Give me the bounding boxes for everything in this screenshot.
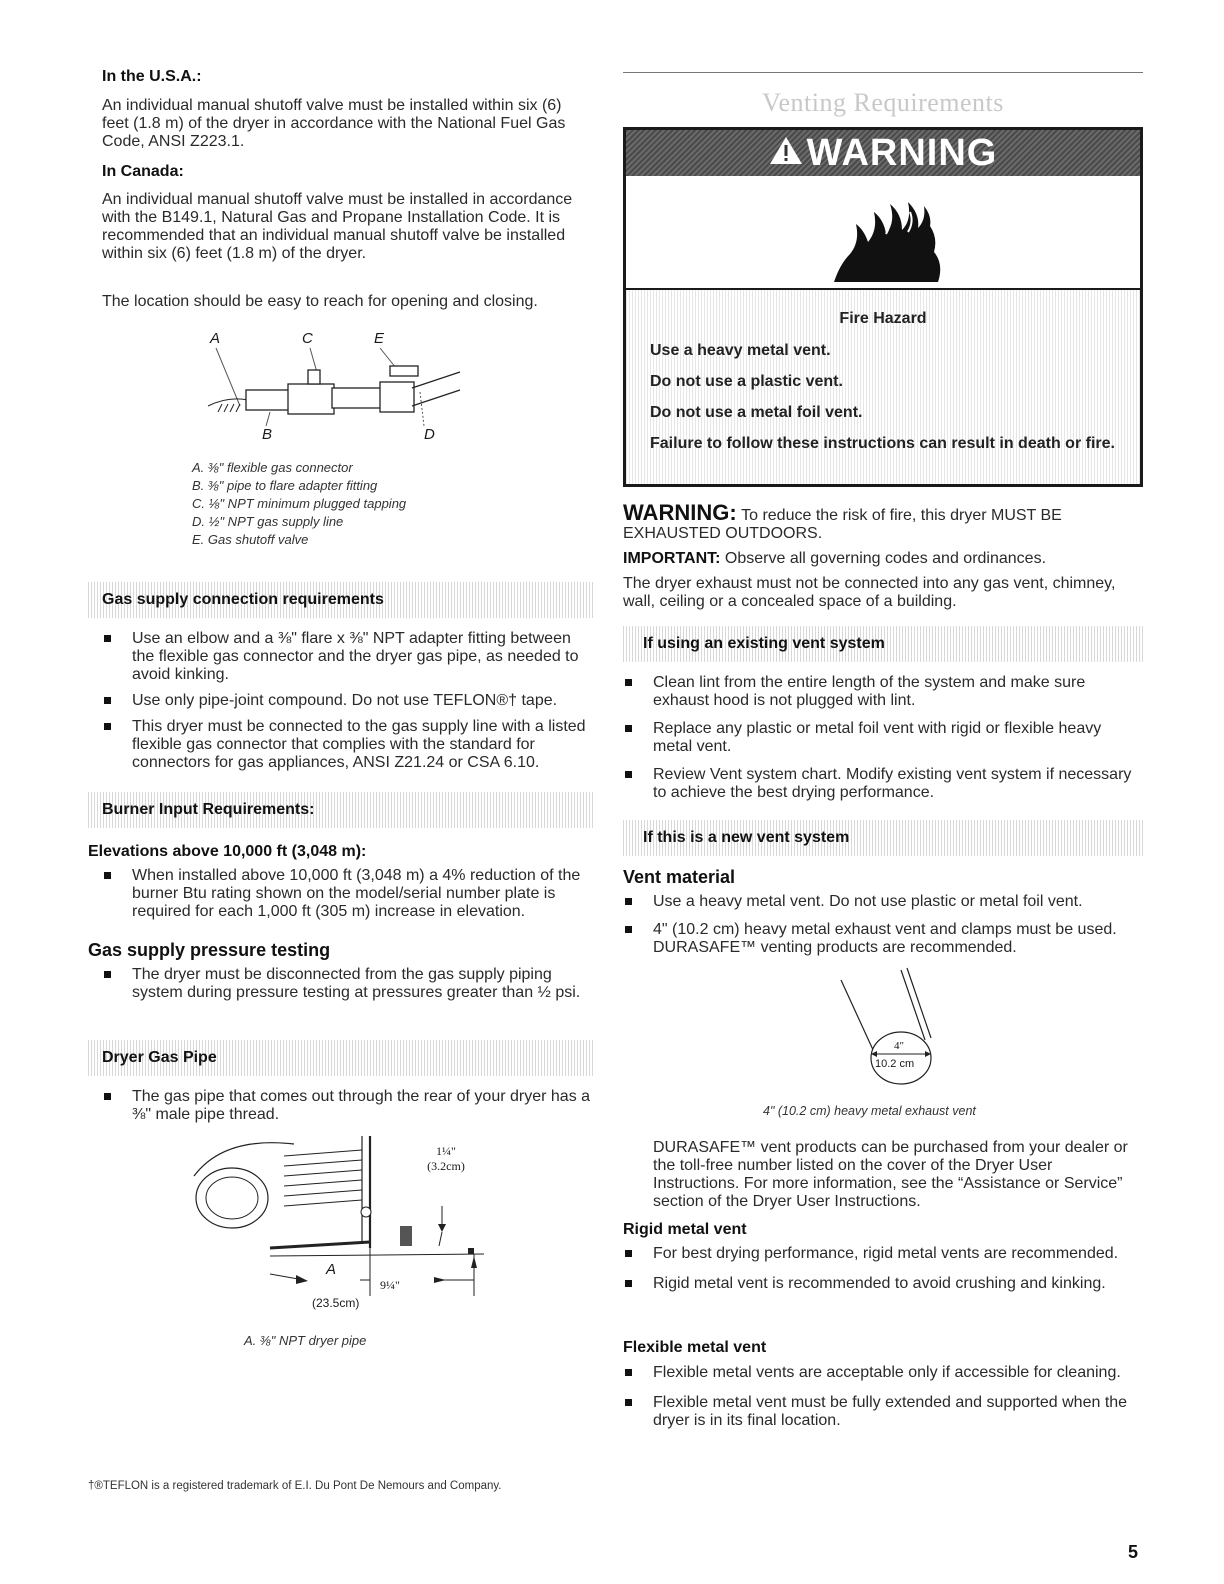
pressure-heading: Gas supply pressure testing [88,940,331,960]
burner-band [88,792,593,828]
important-label: IMPORTANT: [623,550,721,567]
bullet-icon [104,872,111,879]
dim-horizontal-metric: (23.5cm) [312,1296,360,1310]
usa-text: An individual manual shutoff valve must be installed within six (6) feet (1.8 m) of the dryer in accordance with the National Fuel Gas Code, ANSI Z223.1. [102,97,566,150]
dim-vertical: 1¼" (3.2cm) [427,1144,465,1173]
vent-material-heading: Vent material [623,867,736,887]
warning-line: Failure to follow these instructions can result in death or fire. [650,435,1115,452]
gas-supply-title: Gas supply connection requirements [102,591,384,608]
bullet-icon [104,1093,111,1100]
valve-legend-item: E. Gas shutoff valve [192,532,309,547]
bullet-icon [625,1280,632,1287]
valve-label-b: B [262,426,273,443]
valve-label-c: C [302,330,313,347]
dryer-pipe-caption: A. ⅜" NPT dryer pipe [244,1333,367,1348]
bullet-icon [104,971,111,978]
bullet-icon [625,898,632,905]
fire-icon-area [626,176,1140,288]
warning-divider [626,288,1140,290]
new-vent-title: If this is a new vent system [643,829,850,846]
list-item: This dryer must be connected to the gas supply line with a listed flexible gas connector that complies with the standard for connectors for gas appliances, ANSI Z21.24 or CSA 6.10. [102,718,594,772]
list-item: The dryer must be disconnected from the gas supply piping system during pressure testing at pressures greater than ½ psi. [102,966,594,1002]
gas-supply-band [88,582,593,618]
gas-valve-diagram [188,326,478,446]
flexible-heading: Flexible metal vent [623,1339,767,1356]
valve-legend-item: B. ⅜" pipe to flare adapter fitting [192,478,378,493]
dim-horizontal: 9¼" [380,1278,400,1292]
list-item: Use only pipe-joint compound. Do not use TEFLON®† tape. [102,692,594,710]
vent-caption: 4" (10.2 cm) heavy metal exhaust vent [763,1104,976,1118]
fire-hazard: Fire Hazard [839,310,927,327]
section-title: Venting Requirements [762,88,1004,117]
durasafe-text: DURASAFE™ vent products can be purchased from your dealer or the toll-free number listed on the cover of the Dryer User Instructions. For more information, see the “Assistance or Service” section of the Dryer User Instructions. [653,1139,1128,1210]
warning-text: To reduce the risk of fire, this dryer MUST BE EXHAUSTED OUTDOORS. [623,507,1062,542]
warning-banner [626,130,1140,176]
list-item: Review Vent system chart. Modify existing vent system if necessary to achieve the best drying performance. [623,766,1138,802]
bullet-icon [625,926,632,933]
bullet-icon [104,635,111,642]
elevation-list [102,867,594,921]
existing-vent-title: If using an existing vent system [643,635,885,652]
footnote: †®TEFLON is a registered trademark of E.I. Du Pont De Nemours and Company. [88,1480,502,1492]
important-statement [623,550,1143,568]
existing-vent-band [623,626,1143,662]
existing-vent-list [623,674,1138,802]
list-item: Flexible metal vent must be fully extended and supported when the dryer is in its final location. [623,1394,1138,1430]
valve-legend-item: A. ⅜" flexible gas connector [192,460,353,475]
warning-label: WARNING: [623,500,737,525]
dryer-pipe-diagram [184,1136,494,1316]
rigid-heading: Rigid metal vent [623,1221,747,1238]
vent-size: 4" [894,1040,904,1052]
exhaust-text: The dryer exhaust must not be connected into any gas vent, chimney, wall, ceiling or a concealed space of a building. [623,575,1116,610]
flexible-list [623,1364,1138,1430]
warning-statement [623,500,1143,543]
important-text: Observe all governing codes and ordinances. [724,550,1047,567]
vent-diagram [839,966,949,1086]
canada-text: An individual manual shutoff valve must be installed in accordance with the B149.1, Natural Gas and Propane Installation Code. It is recommended that an individual manual shutoff valve be installed within six (6) feet (1.8 m) of the dryer. [102,191,573,262]
list-item: For best drying performance, rigid metal vents are recommended. [623,1245,1138,1263]
list-item: Use an elbow and a ⅜" flare x ⅜" NPT adapter fitting between the flexible gas connector and the dryer gas pipe, as needed to avoid kinking. [102,630,594,684]
warning-lines [650,341,1120,454]
list-item: Replace any plastic or metal foil vent with rigid or flexible heavy metal vent. [623,720,1138,756]
bullet-icon [625,771,632,778]
valve-legend [192,459,512,549]
top-rule [623,72,1143,73]
bullet-icon [625,1399,632,1406]
list-item: When installed above 10,000 ft (3,048 m) a 4% reduction of the burner Btu rating shown on the model/serial number plate is required for each 1,000 ft (305 m) increase in elevation. [102,867,594,921]
list-item: Use a heavy metal vent. Do not use plastic or metal foil vent. [623,893,1138,911]
bullet-icon [625,1250,632,1257]
usa-heading: In the U.S.A.: [102,68,202,85]
dryer-pipe-band [88,1040,593,1076]
warning-triangle-icon [769,132,803,162]
bullet-icon [625,1369,632,1376]
gas-supply-list [102,630,594,772]
dryer-pipe-list [102,1088,594,1124]
warning-line: Do not use a metal foil vent. [650,404,863,421]
pipe-label-a: A [326,1261,337,1278]
valve-label-a: A [210,330,221,347]
rigid-list [623,1245,1138,1293]
warning-line: Do not use a plastic vent. [650,373,843,390]
list-item: The gas pipe that comes out through the rear of your dryer has a ⅜" male pipe thread. [102,1088,594,1124]
list-item: Rigid metal vent is recommended to avoid crushing and kinking. [623,1275,1138,1293]
list-item: Clean lint from the entire length of the system and make sure exhaust hood is not plugged with lint. [623,674,1138,710]
elevation-heading: Elevations above 10,000 ft (3,048 m): [88,843,367,860]
list-item: 4" (10.2 cm) heavy metal exhaust vent and clamps must be used. DURASAFE™ venting products are recommended. [623,921,1138,957]
bullet-icon [104,697,111,704]
valve-label-e: E [374,330,385,347]
warning-banner-row [626,132,1140,175]
bullet-icon [625,725,632,732]
vent-size-metric: 10.2 cm [875,1058,915,1070]
new-vent-band [623,820,1143,856]
valve-label-d: D [424,426,435,443]
warning-banner-text: WARNING [806,132,998,174]
location-text: The location should be easy to reach for opening and closing. [102,293,538,310]
warning-box [623,127,1143,487]
bullet-icon [104,723,111,730]
fire-icon [826,194,946,284]
vent-material-list [623,893,1138,957]
warning-line: Use a heavy metal vent. [650,342,831,359]
burner-title: Burner Input Requirements: [102,801,315,818]
valve-legend-item: D. ½" NPT gas supply line [192,514,344,529]
bullet-icon [625,679,632,686]
dryer-pipe-title: Dryer Gas Pipe [102,1049,217,1066]
page-number: 5 [1128,1542,1139,1562]
pressure-list [102,966,594,1002]
valve-legend-item: C. ⅛" NPT minimum plugged tapping [192,496,407,511]
canada-heading: In Canada: [102,163,184,180]
list-item: Flexible metal vents are acceptable only if accessible for cleaning. [623,1364,1138,1382]
